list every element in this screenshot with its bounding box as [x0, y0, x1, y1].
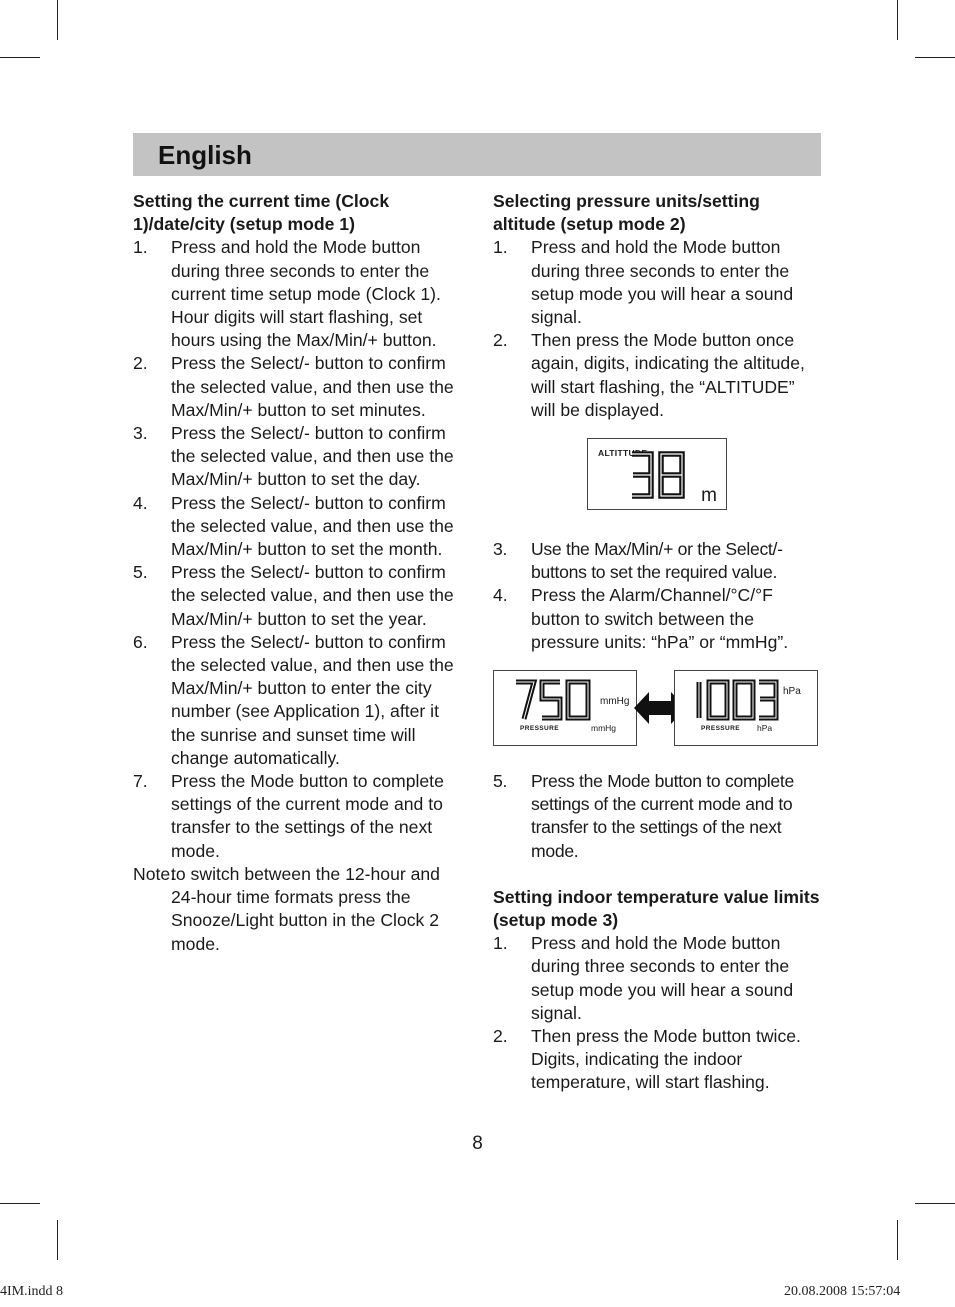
step-text: Press the Select/- button to confirm the selected value, and then use the Max/Min/+ button to enter the city number (see Application 1), after it the sunrise and sunset time will change automatically. — [171, 631, 454, 768]
step-list — [133, 236, 463, 862]
step-number: 1. — [493, 237, 508, 258]
print-slug-filename: 4IM.indd 8 — [0, 1284, 63, 1299]
pressure-unit-top: hPa — [783, 686, 801, 698]
list-item — [133, 561, 463, 631]
section-heading: Setting indoor temperature value limits (setup mode 3) — [493, 886, 820, 931]
pressure-display-hpa — [674, 670, 818, 746]
step-number: 3. — [133, 423, 148, 444]
step-number: 1. — [133, 237, 148, 258]
step-text: Then press the Mode button once again, digits, indicating the altitude, will start flashing, the “ALTITUDE” will be displayed. — [531, 330, 805, 420]
altitude-display — [587, 438, 727, 510]
note-label: Note: — [133, 863, 176, 884]
step-number: 4. — [133, 492, 148, 513]
list-item — [493, 538, 823, 584]
step-number: 5. — [493, 771, 508, 792]
crop-mark — [0, 1203, 40, 1204]
step-text: Press and hold the Mode button during three seconds to enter the setup mode you will hear a sound signal. — [531, 933, 794, 1023]
step-text: Press the Select/- button to confirm the selected value, and then use the Max/Min/+ button to set minutes. — [171, 353, 454, 420]
list-item — [493, 770, 823, 863]
list-item — [133, 236, 463, 352]
step-text: Press and hold the Mode button during three seconds to enter the setup mode you will hear a sound signal. — [531, 237, 794, 328]
pressure-label: PRESSURE — [701, 724, 740, 732]
step-number: 3. — [493, 539, 508, 560]
step-number: 1. — [493, 933, 508, 954]
step-number: 5. — [133, 562, 148, 583]
crop-mark — [897, 0, 898, 40]
step-number: 7. — [133, 771, 148, 792]
step-text: Use the Max/Min/+ or the Select/- buttons to set the required value. — [531, 539, 783, 583]
pressure-label: PRESSURE — [520, 724, 559, 732]
header-title: English — [158, 140, 252, 170]
step-text: Press the Mode button to complete settings of the current mode and to transfer to the settings of the next mode. — [171, 771, 444, 861]
list-item — [133, 352, 463, 422]
step-text: Then press the Mode button twice. Digits, indicating the indoor temperature, will start flashing. — [531, 1026, 801, 1093]
print-slug-timestamp: 20.08.2008 15:57:04 — [784, 1284, 901, 1299]
pressure-unit-top: mmHg — [600, 696, 630, 708]
pressure-unit-bottom: hPa — [757, 722, 773, 733]
crop-mark — [57, 0, 58, 40]
left-column — [133, 190, 463, 956]
list-item — [493, 236, 823, 329]
step-text: Press and hold the Mode button during three seconds to enter the current time setup mode (Clock 1). Hour digits will start flashing, set hours using the Max/Min/+ button. — [171, 237, 441, 351]
step-text: Press the Alarm/Channel/°C/°F button to switch between the pressure units: “hPa” or “mmHg”. — [531, 585, 789, 652]
list-item — [493, 329, 823, 422]
step-number: 2. — [133, 353, 148, 374]
step-number: 2. — [493, 1026, 508, 1047]
altitude-label: ALTITTUDE — [598, 448, 648, 459]
right-column — [493, 190, 823, 1095]
step-text: Press the Mode button to complete settings of the current mode and to transfer to the settings of the next mode. — [531, 771, 794, 861]
pressure-unit-bottom: mmHg — [591, 722, 617, 733]
list-item — [133, 631, 463, 770]
page-number: 8 — [472, 1133, 483, 1154]
altitude-unit: m — [701, 484, 717, 506]
list-item — [133, 770, 463, 863]
note — [133, 863, 463, 956]
section-heading: Setting the current time (Clock 1)/date/city (setup mode 1) — [133, 191, 390, 235]
step-text: Press the Select/- button to confirm the selected value, and then use the Max/Min/+ button to set the year. — [171, 562, 454, 629]
note-text: to switch between the 12-hour and 24-hour time formats press the Snooze/Light button in the Clock 2 mode. — [171, 863, 440, 954]
crop-mark — [897, 1220, 898, 1260]
crop-mark — [57, 1220, 58, 1260]
step-text: Press the Select/- button to confirm the selected value, and then use the Max/Min/+ button to set the month. — [171, 492, 454, 560]
crop-mark — [915, 1203, 955, 1204]
language-header — [133, 133, 821, 176]
step-number: 2. — [493, 330, 508, 351]
section-heading: Selecting pressure units/setting altitude (setup mode 2) — [493, 191, 760, 235]
list-item — [133, 422, 463, 492]
list-item — [493, 584, 823, 654]
list-item — [493, 1025, 823, 1095]
altitude-digits — [628, 450, 686, 500]
step-text: Press the Select/- button to confirm the selected value, and then use the Max/Min/+ button to set the day. — [171, 423, 454, 490]
list-item — [493, 932, 823, 1025]
crop-mark — [915, 57, 955, 58]
list-item — [133, 492, 463, 562]
pressure-display-mmhg — [493, 670, 637, 746]
crop-mark — [0, 57, 40, 58]
step-number: 4. — [493, 585, 508, 606]
step-number: 6. — [133, 631, 148, 652]
pressure-units-illustration — [493, 670, 823, 748]
